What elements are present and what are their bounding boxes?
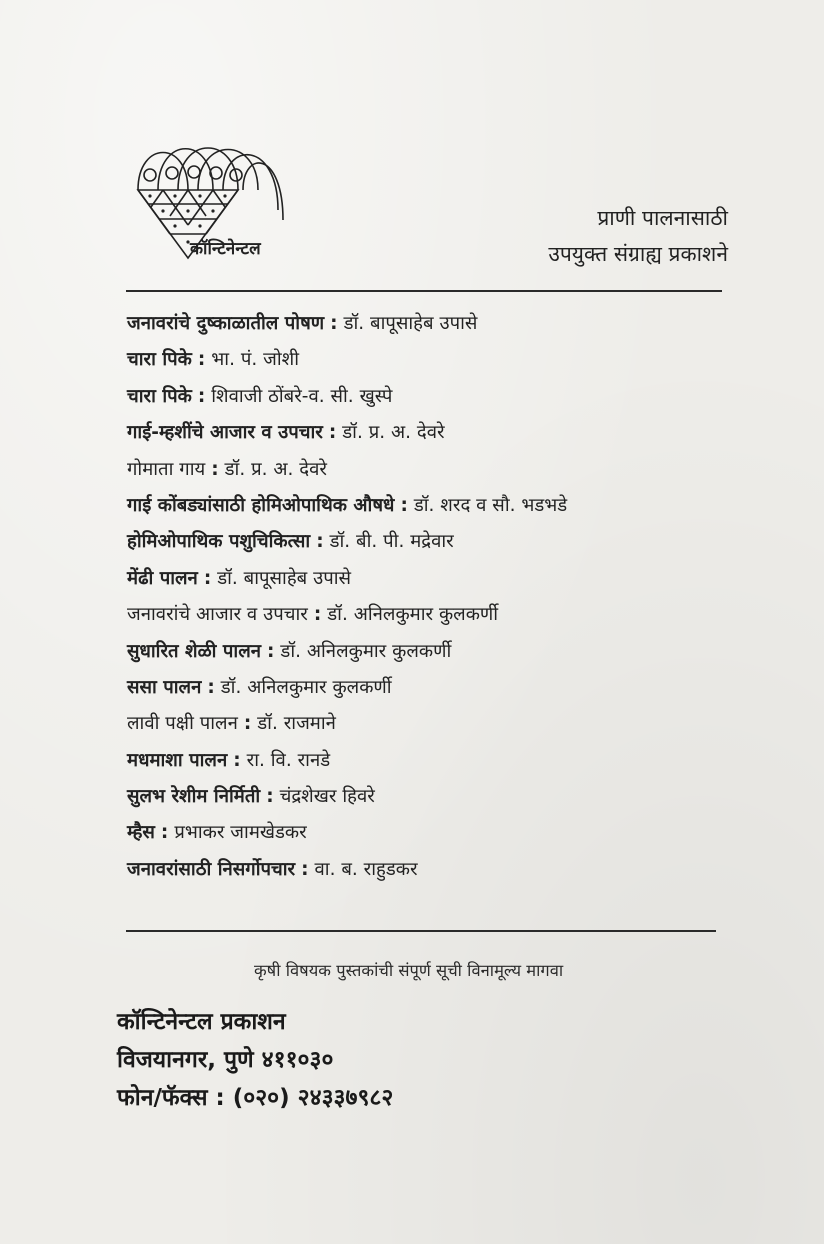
- book-list-item: [127, 743, 747, 779]
- book-title: सुलभ रेशीम निर्मिती: [127, 786, 261, 808]
- book-author: शिवाजी ठोंबरे-व. सी. खुस्पे: [211, 385, 393, 407]
- book-title: होमिओपाथिक पशुचिकित्सा: [127, 531, 311, 553]
- separator: :: [160, 822, 169, 844]
- book-author: डॉ. प्र. अ. देवरे: [224, 458, 327, 480]
- series-tagline: [548, 200, 728, 272]
- book-list-item: [127, 634, 747, 670]
- publisher-block: [117, 1003, 393, 1117]
- book-list-item: [127, 415, 747, 451]
- separator: :: [330, 313, 338, 334]
- book-title: गाई-म्हशींचे आजार व उपचार: [127, 422, 323, 444]
- book-list-item: [127, 524, 747, 560]
- book-author: प्रभाकर जामखेडकर: [174, 822, 307, 844]
- publisher-phone: फोन/फॅक्स : (०२०) २४३३७९८२: [117, 1085, 394, 1111]
- publisher-address: विजयानगर, पुणे ४११०३०: [117, 1047, 334, 1073]
- book-title: सुधारित शेळी पालन: [127, 640, 262, 662]
- separator: :: [243, 713, 252, 735]
- book-list-item: [127, 342, 747, 378]
- separator: :: [328, 422, 337, 444]
- book-author: रा. वि. रानडे: [246, 749, 331, 771]
- book-list-item: [127, 452, 747, 488]
- book-list-item: [127, 779, 747, 815]
- book-author: डॉ. अनिलकुमार कुलकर्णी: [220, 676, 392, 698]
- book-list-item: [127, 561, 747, 597]
- separator: :: [211, 458, 219, 480]
- book-title: मेंढी पालन: [127, 567, 198, 589]
- catalog-note: कृषी विषयक पुस्तकांची संपूर्ण सूची विनामूल्य मागवा: [254, 961, 564, 980]
- book-list-item: [127, 488, 747, 524]
- book-title: चारा पिके: [127, 385, 192, 407]
- top-divider: [126, 290, 722, 292]
- book-author: डॉ. शरद व सौ. भडभडे: [413, 494, 568, 516]
- separator: :: [197, 349, 206, 371]
- book-list-item: [127, 306, 747, 342]
- book-list-item: [127, 670, 747, 706]
- separator: :: [233, 749, 241, 771]
- book-author: डॉ. बापूसाहेब उपासे: [343, 313, 478, 334]
- book-author: डॉ. बी. पी. मद्रेवार: [329, 531, 454, 553]
- book-title: गोमाता गाय: [127, 458, 206, 480]
- book-list-item: [127, 379, 747, 415]
- separator: :: [197, 385, 206, 407]
- book-author: डॉ. अनिलकुमार कुलकर्णी: [327, 604, 499, 626]
- book-list-item: [127, 852, 747, 888]
- separator: :: [301, 858, 309, 880]
- continental-logo-icon: [128, 130, 288, 272]
- separator: :: [316, 531, 324, 553]
- book-title: ससा पालन: [127, 676, 202, 698]
- logo-wordmark: कॉन्टिनेन्टल: [190, 239, 261, 259]
- book-list-item: [127, 706, 747, 742]
- publisher-name: कॉन्टिनेन्टल प्रकाशन: [117, 1009, 286, 1035]
- book-title: जनावरांचे आजार व उपचार: [127, 604, 308, 626]
- book-title: मधमाशा पालन: [127, 749, 228, 771]
- separator: :: [400, 494, 408, 516]
- tagline-line-1: प्राणी पालनासाठी: [597, 206, 728, 230]
- book-title: गाई कोंबड्यांसाठी होमिओपाथिक औषधे: [127, 494, 395, 516]
- book-author: डॉ. बापूसाहेब उपासे: [217, 567, 352, 589]
- book-title: जनावरांचे दुष्काळातील पोषण: [127, 313, 325, 334]
- book-author: डॉ. प्र. अ. देवरे: [342, 422, 445, 444]
- book-title: म्हैस: [127, 822, 155, 844]
- separator: :: [267, 640, 275, 662]
- tagline-line-2: उपयुक्त संग्राह्य प्रकाशने: [548, 242, 728, 266]
- book-author: भा. पं. जोशी: [211, 349, 299, 371]
- book-title: जनावरांसाठी निसर्गोपचार: [127, 858, 296, 880]
- separator: :: [266, 786, 274, 808]
- separator: :: [313, 604, 322, 626]
- book-title: लावी पक्षी पालन: [127, 713, 238, 735]
- separator: :: [207, 676, 215, 698]
- book-list-item: [127, 815, 747, 851]
- bottom-divider: [126, 930, 716, 932]
- book-author: वा. ब. राहुडकर: [314, 858, 418, 880]
- publisher-logo: [128, 130, 288, 272]
- book-title: चारा पिके: [127, 349, 192, 371]
- book-author: डॉ. अनिलकुमार कुलकर्णी: [280, 640, 452, 662]
- book-list: [127, 306, 747, 888]
- book-author: चंद्रशेखर हिवरे: [279, 786, 375, 808]
- book-author: डॉ. राजमाने: [257, 713, 336, 735]
- book-list-item: [127, 597, 747, 633]
- separator: :: [203, 567, 212, 589]
